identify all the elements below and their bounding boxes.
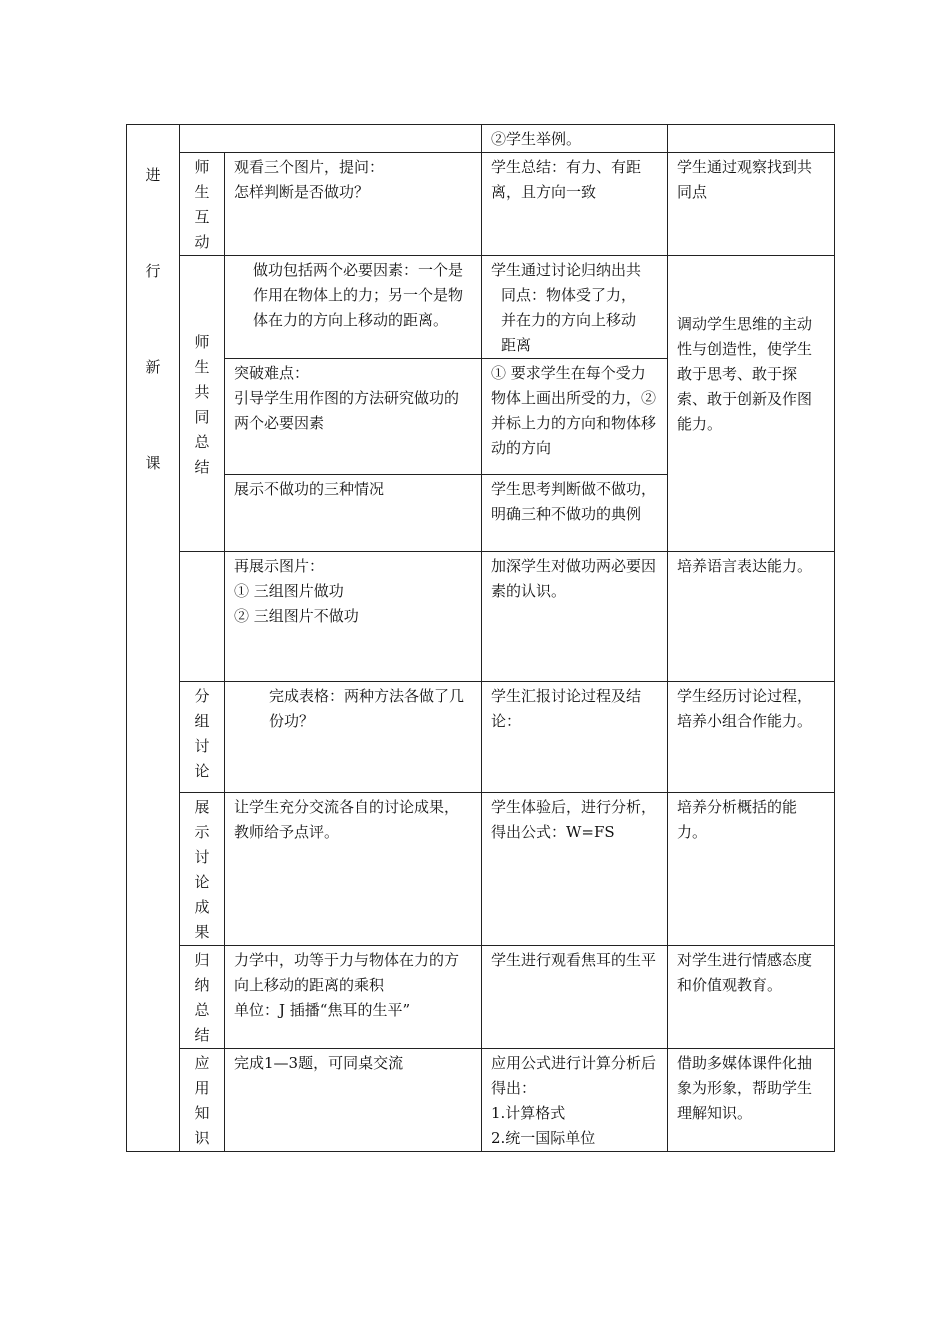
student-activity-cell — [482, 552, 668, 682]
teacher-text: 怎样判断是否做功？ — [234, 183, 370, 201]
intent-cell — [668, 682, 835, 793]
segment-char: 论 — [194, 873, 210, 891]
student-text: 学生总结：有力、有距离，且方向一致 — [491, 158, 642, 201]
student-activity-cell — [482, 946, 668, 1049]
intent-cell — [668, 153, 835, 256]
student-text: ① 要求学生在每个受力物体上画出所受的力，②并标上力的方向和物体移动的方向 — [491, 364, 657, 457]
segment-char: 动 — [194, 233, 210, 251]
segment-char: 讨 — [194, 737, 210, 755]
student-text: 应用公式进行计算分析后得出： — [491, 1054, 657, 1097]
stage-char: 课 — [145, 454, 161, 472]
segment-char: 生 — [194, 183, 210, 201]
intent-cell — [668, 552, 835, 682]
teacher-text: 力学中，功等于力与物体在力的方向上移动的距离的乘积 — [234, 951, 460, 994]
segment-char: 总 — [194, 432, 210, 451]
student-activity-cell — [482, 793, 668, 946]
teacher-activity-cell — [225, 359, 482, 475]
segment-char: 纳 — [194, 976, 210, 994]
student-text: 学生进行观看焦耳的生平 — [491, 951, 657, 969]
teacher-text: ① 三组图片做功 — [234, 582, 344, 600]
segment-cell — [180, 256, 225, 552]
empty-cell — [668, 125, 835, 153]
lesson-plan-table — [126, 124, 835, 1152]
intent-cell — [668, 1049, 835, 1152]
student-text: 学生汇报讨论过程及结论： — [491, 687, 642, 730]
student-text: 同点：物体受了力， — [501, 286, 637, 304]
teacher-activity-cell — [225, 793, 482, 946]
segment-char: 组 — [194, 712, 210, 730]
teacher-activity-cell — [225, 552, 482, 682]
segment-char: 用 — [194, 1079, 210, 1097]
segment-char: 展 — [194, 798, 210, 816]
teacher-text: 完成表格：两种方法各做了几份功？ — [269, 687, 465, 730]
segment-char: 共 — [194, 382, 210, 401]
teacher-activity-cell — [225, 946, 482, 1049]
student-text: 距离 — [501, 336, 532, 354]
intent-text: 学生经历讨论过程，培养小组合作能力。 — [677, 687, 813, 730]
intent-cell — [668, 946, 835, 1049]
student-activity-cell — [482, 153, 668, 256]
teacher-text: 再展示图片： — [234, 557, 325, 575]
table-row — [127, 1049, 835, 1152]
segment-char: 结 — [194, 1026, 210, 1044]
teacher-text: ② 三组图片不做功 — [234, 607, 359, 625]
teacher-activity-cell — [225, 153, 482, 256]
teacher-text: 完成1—3题，可同桌交流 — [234, 1054, 404, 1072]
teacher-activity-cell — [225, 256, 482, 359]
segment-cell — [180, 682, 225, 793]
segment-char: 示 — [194, 823, 210, 841]
segment-char: 互 — [194, 208, 210, 226]
stage-label-cell — [127, 125, 180, 1152]
student-activity-cell — [482, 125, 668, 153]
segment-cell — [180, 793, 225, 946]
intent-text: 借助多媒体课件化抽象为形象，帮助学生理解知识。 — [677, 1054, 813, 1122]
teacher-text: 展示不做功的三种情况 — [234, 480, 385, 498]
student-text: 得出公式：W=FS — [491, 823, 615, 841]
student-text: 学生体验后，进行分析， — [491, 798, 657, 816]
segment-char: 讨 — [194, 848, 210, 866]
segment-cell — [180, 946, 225, 1049]
teacher-activity-cell — [225, 475, 482, 552]
segment-char: 应 — [194, 1054, 210, 1072]
segment-char: 同 — [194, 407, 210, 426]
intent-cell — [668, 256, 835, 552]
segment-char: 结 — [194, 457, 210, 476]
teacher-text: 单位：J 插播“焦耳的生平” — [234, 1001, 411, 1019]
table-row — [127, 256, 835, 359]
stage-char: 新 — [145, 358, 161, 376]
student-activity-cell — [482, 1049, 668, 1152]
student-activity-cell — [482, 359, 668, 475]
segment-char: 师 — [194, 158, 210, 176]
segment-cell — [180, 552, 225, 682]
student-activity-cell — [482, 256, 668, 359]
student-activity-cell — [482, 682, 668, 793]
student-text: ②学生举例。 — [491, 130, 582, 148]
empty-cell — [180, 125, 482, 153]
student-text: 学生通过讨论归纳出共 — [491, 261, 642, 279]
table-row — [127, 793, 835, 946]
segment-char: 果 — [194, 923, 210, 941]
intent-text: 培养语言表达能力。 — [677, 557, 813, 575]
teacher-text: 让学生充分交流各自的讨论成果，教师给予点评。 — [234, 798, 460, 841]
teacher-text: 突破难点： — [234, 364, 310, 382]
segment-char: 识 — [194, 1129, 210, 1147]
segment-char: 知 — [194, 1104, 210, 1122]
table-row — [127, 682, 835, 793]
segment-char: 师 — [194, 332, 210, 351]
segment-char: 成 — [194, 898, 210, 916]
teacher-activity-cell — [225, 682, 482, 793]
stage-char: 行 — [145, 262, 161, 280]
student-text: 加深学生对做功两必要因素的认识。 — [491, 557, 657, 600]
segment-char: 论 — [194, 762, 210, 780]
segment-cell — [180, 1049, 225, 1152]
intent-text: 学生通过观察找到共同点 — [677, 158, 813, 201]
student-activity-cell — [482, 475, 668, 552]
student-text: 学生思考判断做不做功，明确三种不做功的典例 — [491, 480, 657, 523]
table-row — [127, 946, 835, 1049]
stage-char: 进 — [145, 166, 161, 184]
segment-char: 分 — [194, 687, 210, 705]
teacher-activity-cell — [225, 1049, 482, 1152]
student-text: 并在力的方向上移动 — [501, 311, 637, 329]
intent-text: 培养分析概括的能力。 — [677, 798, 798, 841]
intent-text: 对学生进行情感态度和价值观教育。 — [677, 951, 813, 994]
intent-text: 调动学生思维的主动性与创造性，使学生敢于思考、敢于探索、敢于创新及作图能力。 — [677, 315, 813, 433]
segment-cell — [180, 153, 225, 256]
table-row — [127, 552, 835, 682]
table-row — [127, 125, 835, 153]
student-text: 2.统一国际单位 — [491, 1129, 596, 1147]
segment-char: 总 — [194, 1001, 210, 1019]
teacher-text: 观看三个图片，提问： — [234, 158, 385, 176]
teacher-text: 引导学生用作图的方法研究做功的两个必要因素 — [234, 389, 460, 432]
teacher-text: 做功包括两个必要因素：一个是作用在物体上的力；另一个是物体在力的方向上移动的距离。 — [253, 261, 464, 329]
segment-char: 归 — [194, 951, 210, 969]
segment-char: 生 — [194, 357, 210, 376]
student-text: 1.计算格式 — [491, 1104, 566, 1122]
table-row — [127, 153, 835, 256]
intent-cell — [668, 793, 835, 946]
